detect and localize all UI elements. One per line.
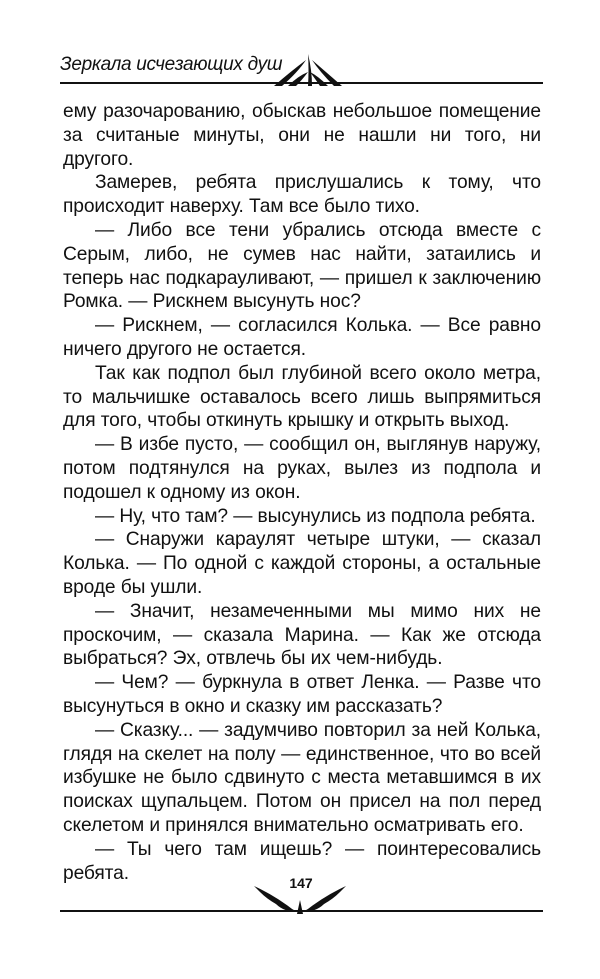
header-rule bbox=[60, 82, 543, 84]
running-header-title: Зеркала исчезающих душ bbox=[60, 54, 283, 75]
paragraph: — Ну, что там? — высунулись из подпола ребята. bbox=[95, 505, 536, 527]
paragraph: — Значит, незамеченными мы мимо них не проскочим, — сказала Марина. — Как же отсюда выбраться? Эх, отвлечь бы их чем-нибудь. bbox=[63, 600, 541, 670]
header-ornament-icon bbox=[268, 50, 348, 90]
paragraph: — Снаружи караулят четыре штуки, — сказал Колька. — По одной с каждой стороны, а остальные вроде бы ушли. bbox=[63, 529, 541, 598]
paragraph: — Либо все тени убрались отсюда вместе с Серым, либо, не сумев нас найти, затаились и теперь нас подкарауливают, — пришел к заключению Ромка. — Рискнем высунуть нос? bbox=[63, 219, 541, 313]
paragraph: Так как подпол был глубиной всего около метра, то мальчишке оставалось всего лишь выпрямиться для того, чтобы откинуть крышку и открыть выход. bbox=[63, 362, 541, 432]
paragraph: ему разочарованию, обыскав небольшое помещение за считаные минуты, они не нашли ни того, ни другого. bbox=[63, 101, 541, 170]
paragraph: — В избе пусто, — сообщил он, выглянув наружу, потом подтянулся на руках, вылез из подпола и подошел к одному из окон. bbox=[63, 434, 541, 503]
paragraph: Замерев, ребята прислушались к тому, что происходит наверху. Там все было тихо. bbox=[63, 172, 541, 218]
paragraph: — Рискнем, — согласился Колька. — Все равно ничего другого не остается. bbox=[63, 315, 541, 360]
paragraph: — Ты чего там ищешь? — поинтересовались ребята. bbox=[63, 838, 541, 884]
paragraph: — Сказку... — задумчиво повторил за ней Колька, глядя на скелет на полу — единственное, что во всей избушке не было сдвинуто с места метавшимся в их поисках щупальцем. Потом он присел на пол перед скелетом и принялся внимательно осматривать его. bbox=[63, 719, 541, 836]
page-number: 147 bbox=[289, 875, 313, 891]
body-text bbox=[63, 100, 541, 885]
footer-rule bbox=[60, 910, 543, 912]
paragraph: — Чем? — буркнула в ответ Ленка. — Разве что высунуться в окно и сказку им рассказать? bbox=[63, 672, 541, 717]
